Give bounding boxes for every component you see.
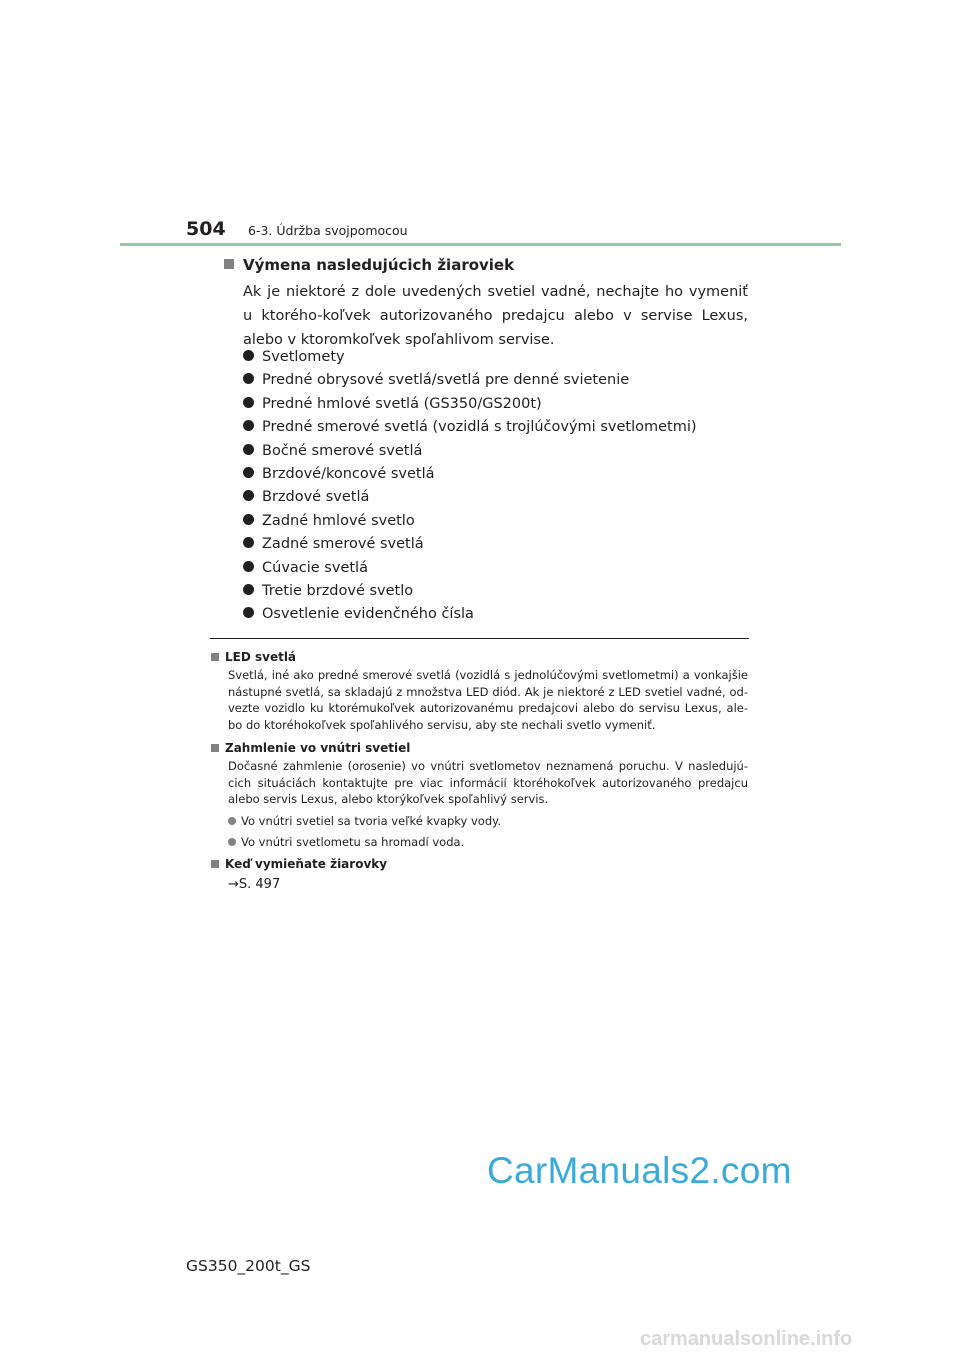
watermark-corner: carmanualsonline.info (640, 1328, 853, 1350)
bullet-dot-icon (243, 584, 254, 595)
square-bullet-icon (211, 744, 219, 752)
note-replace (211, 857, 748, 892)
note-heading: LED svetlá (211, 650, 748, 664)
page-number: 504 (186, 218, 226, 240)
main-heading (224, 256, 514, 274)
note-fog (211, 741, 748, 850)
bullet-dot-icon (243, 514, 254, 525)
bullet-dot-icon (243, 444, 254, 455)
note-led (211, 650, 748, 733)
square-bullet-icon (211, 653, 219, 661)
list-item: Svetlomety (243, 346, 697, 369)
list-item: Tretie brzdové svetlo (243, 580, 697, 603)
bulb-list (243, 346, 697, 627)
bullet-dot-icon (243, 607, 254, 618)
page-reference-link[interactable]: →S. 497 (228, 877, 281, 892)
bullet-dot-icon (243, 467, 254, 478)
bullet-dot-icon (243, 420, 254, 431)
list-item: Vo vnútri svetiel sa tvoria veľké kvapky vody. (228, 813, 748, 829)
header-rule (120, 243, 841, 246)
square-bullet-icon (224, 259, 234, 269)
bullet-dot-icon (243, 561, 254, 572)
bullet-dot-icon (243, 537, 254, 548)
list-item: Zadné smerové svetlá (243, 533, 697, 556)
note-heading: Keď vymieňate žiarovky (211, 857, 748, 871)
section-divider (210, 638, 749, 639)
list-item: Zadné hmlové svetlo (243, 510, 697, 533)
bullet-dot-icon (228, 838, 236, 846)
intro-paragraph: Ak je niektoré z dole uvedených svetiel vadné, nechajte ho vymeniť u ktorého-koľvek autorizovaného predajcu alebo v servise Lexus, alebo v ktoromkoľvek spoľahlivom servise. (243, 284, 748, 348)
list-item: Predné obrysové svetlá/svetlá pre denné svietenie (243, 369, 697, 392)
bullet-dot-icon (228, 817, 236, 825)
section-title: 6-3. Údržba svojpomocou (248, 223, 408, 238)
bullet-dot-icon (243, 397, 254, 408)
bullet-dot-icon (243, 373, 254, 384)
bullet-dot-icon (243, 490, 254, 501)
note-heading: Zahmlenie vo vnútri svetiel (211, 741, 748, 755)
list-item: Osvetlenie evidenčného čísla (243, 603, 697, 626)
list-item: Bočné smerové svetlá (243, 440, 697, 463)
list-item: Cúvacie svetlá (243, 557, 697, 580)
list-item: Brzdové svetlá (243, 486, 697, 509)
list-item: Vo vnútri svetlometu sa hromadí voda. (228, 834, 748, 850)
list-item: Brzdové/koncové svetlá (243, 463, 697, 486)
list-item: Predné hmlové svetlá (GS350/GS200t) (243, 393, 697, 416)
main-heading-text: Výmena nasledujúcich žiaroviek (243, 256, 515, 274)
bullet-dot-icon (243, 350, 254, 361)
square-bullet-icon (211, 860, 219, 868)
watermark-logo: CarManuals2.com (487, 1150, 792, 1191)
note-body: Dočasné zahmlenie (orosenie) vo vnútri svetlometov neznamená poruchu. V nasledujú-cich situáciách kontaktujte pre viac informácií ktoréhokoľvek autorizovaného predajcu alebo servis Lexus, alebo ktorýkoľvek spoľahlivý servis. (228, 759, 748, 806)
note-body: Svetlá, iné ako predné smerové svetlá (vozidlá s jednolúčovými svetlometmi) a vonkajšie nástupné svetlá, sa skladajú z množstva LED diód. Ak je niektoré z LED svetiel vadné, od-vezte vozidlo ku ktorémukoľvek autorizovanému predajcovi alebo do servisu Lexus, ale-bo do ktoréhokoľvek spoľahlivého servisu, aby ste nechali svetlo vymeniť. (228, 668, 748, 732)
footer-model-id: GS350_200t_GS (186, 1257, 311, 1275)
list-item: Predné smerové svetlá (vozidlá s trojlúčovými svetlometmi) (243, 416, 697, 439)
